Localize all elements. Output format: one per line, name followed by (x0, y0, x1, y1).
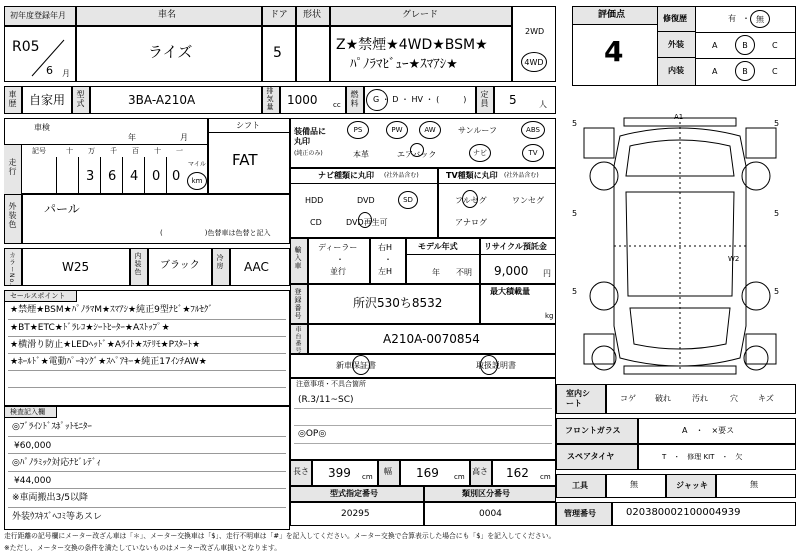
wheel-spare-r (744, 346, 768, 370)
digit-5: 0 (172, 169, 181, 184)
diagram-w2: W2 (728, 255, 740, 263)
shift-label: シフト (236, 121, 260, 130)
car-diagram (564, 96, 796, 384)
length-value: 399 (328, 466, 351, 480)
height-unit: cm (540, 473, 551, 481)
km-label: km (191, 177, 203, 185)
sales-rule-5 (8, 387, 286, 388)
int-a: A (712, 67, 718, 76)
door-count: 5 (273, 45, 282, 61)
ext-b-circle (735, 35, 755, 55)
equipment-label: 装備品に丸印 (294, 127, 326, 147)
digit-h4: 百 (132, 147, 139, 155)
inspector-line-1: ◎ﾌﾞﾗｲﾝﾄﾞｽﾎﾟｯﾄﾓﾆﾀｰ (12, 422, 92, 432)
drive-4wd: 4WD (524, 57, 544, 67)
digit-sep-2 (78, 157, 79, 194)
equip-pw (386, 121, 408, 139)
notes-rule-1 (294, 408, 552, 409)
equip-abs (521, 121, 545, 139)
equipment-sub: (純正のみ) (294, 150, 323, 157)
navi-cd: CD (310, 218, 322, 227)
tv-fullseg-circle (462, 190, 478, 208)
repair-yes: 有 (728, 14, 736, 23)
digit-2: 6 (108, 169, 117, 184)
digit-h0: 記号 (32, 147, 46, 155)
digit-sep-1 (56, 157, 57, 194)
repair-no-circle (750, 10, 770, 28)
score-value: 4 (604, 35, 624, 68)
first-reg-month-unit: 月 (62, 69, 70, 78)
diagram-a1: A1 (674, 113, 684, 121)
equip-pw-label: PW (391, 126, 403, 134)
notes-label: 注意事項・不具合箇所 (296, 380, 366, 388)
ext-c: C (772, 41, 778, 50)
notes-line-2: ◎OP◎ (298, 429, 327, 439)
sales-rule-4 (8, 370, 286, 371)
ext-b: B (742, 40, 748, 50)
width-label: 幅 (384, 467, 392, 476)
width-value: 169 (416, 466, 439, 480)
equip-leather: 本革 (353, 150, 369, 159)
sales-label: セールスポイント (10, 292, 66, 300)
ext-a: A (712, 41, 718, 50)
usage-label: 車歴 (8, 90, 17, 108)
reg-label: 登録番号 (294, 288, 302, 320)
import-label: 輸入車 (294, 246, 302, 270)
tv-analog: アナログ (455, 218, 487, 227)
displacement-unit: cc (333, 101, 341, 109)
digit-h6: 一 (176, 147, 183, 155)
footer-line-1: 走行距離の記号欄にメーター改ざん車は「＊」、メーター交換車は「$」、走行不明車は「#」を記入してください。メーター交換で合算表示した場合にも「$」を記入してください。 (4, 532, 556, 540)
height-label: 高さ (472, 467, 488, 476)
grade-label: グレード (402, 10, 439, 20)
displacement-label: 排気量 (266, 87, 274, 111)
inspector-line-6: 外装ｳｽｷｽﾞﾍｺﾐ等あスレ (12, 512, 103, 522)
spare-value: T ・ 修理 KIT ・ 欠 (662, 453, 743, 461)
equip-airbag: エアバック (397, 150, 437, 159)
drive-4wd-circle (521, 52, 547, 72)
class-no-value: 0004 (479, 509, 502, 519)
model-value: 3BA-A210A (128, 93, 196, 107)
capacity-value: 5 (509, 93, 517, 107)
first-reg-month: 6 (46, 64, 53, 77)
diagram-tag-3: 5 (572, 209, 578, 218)
max-load-kg: kg (545, 312, 554, 320)
equip-sunroof: サンルーフ (458, 126, 497, 135)
inspector-label: 検査記入欄 (10, 408, 45, 416)
grade-cell (330, 26, 512, 82)
manual: 取扱説明書 (476, 361, 516, 370)
int-label: 内装 (668, 66, 684, 75)
grade-line1: Z★禁煙★4WD★BSM★ (336, 37, 488, 53)
model-year-label: モデル年式 (418, 242, 458, 251)
jack-value: 無 (750, 480, 758, 489)
equip-navi-label: ナビ (473, 149, 487, 157)
int-row-line (696, 58, 795, 59)
tv-label: TV種類に丸印 (446, 171, 498, 180)
digit-4: 0 (152, 169, 161, 184)
sheet-label: 室内シート (566, 389, 590, 409)
shift-divider (208, 132, 290, 133)
diagram-tag-5: 5 (572, 287, 578, 296)
exterior-color: パール (44, 202, 80, 216)
chassis-label: 車台番号 (294, 326, 301, 354)
inspector-rule-5 (8, 507, 286, 508)
first-reg-label: 初年度登録年月 (10, 11, 66, 20)
color-no-label: カラーNo. (8, 252, 15, 286)
digit-3: 4 (130, 169, 139, 184)
ac-label: 冷房 (216, 254, 224, 270)
door-label: ドア (270, 10, 288, 20)
tools-value: 無 (630, 480, 638, 489)
sheet-item-5: キズ (758, 394, 774, 403)
first-reg-year: R05 (12, 39, 40, 55)
shift-value: FAT (232, 151, 258, 169)
recycle-yen: 円 (543, 269, 551, 278)
equip-ps-label: PS (353, 126, 363, 134)
shape-cell (296, 26, 330, 82)
digit-sep-4 (122, 157, 123, 194)
ext-label: 外装 (668, 40, 684, 49)
jack-label: ジャッキ (676, 481, 708, 490)
km-circle (187, 172, 207, 190)
sheet-item-3: 汚れ (692, 394, 708, 403)
mileage-label: 走行 (8, 158, 17, 176)
sales-rule-3 (8, 353, 286, 354)
inspector-rule-2 (8, 453, 286, 454)
width-unit: cm (454, 473, 465, 481)
digit-h1: 十 (66, 147, 73, 155)
equip-ps (347, 121, 369, 139)
diagram-tag-2: 5 (774, 119, 780, 128)
inspector-rule-3 (8, 471, 286, 472)
fuel-label: 燃料 (350, 90, 359, 108)
digit-h5: 十 (154, 147, 161, 155)
notes-block (290, 378, 556, 460)
digit-sep-6 (166, 157, 167, 194)
sales-line-1: ★禁煙★BSM★ﾊﾟﾉﾗﾏM★ｽﾏｱｼ★純正9型ﾅﾋﾞ★ﾌﾙｾｸﾞ (10, 305, 213, 315)
inspector-line-2: ¥60,000 (14, 441, 52, 451)
diagram-tag-6: 5 (774, 287, 780, 296)
wheel-spare-l (592, 346, 616, 370)
shaken-month-unit: 月 (180, 133, 188, 142)
equip-tv (522, 144, 544, 162)
import-dealer: ディーラー (318, 243, 358, 252)
navi-dvd-play-circle (358, 212, 372, 228)
glass-value: A ・ ×要ス (682, 426, 735, 435)
footer-line-2: ※ただし、メーター交換の条件を満たしていないものはメーター改ざん車扱いとなります。 (4, 544, 282, 552)
notes-rule-2 (294, 425, 552, 426)
equip-aw-label: AW (424, 126, 436, 134)
inspector-line-4: ¥44,000 (14, 476, 52, 486)
inspector-line-5: ※車両搬出3/5以降 (12, 493, 89, 503)
inspector-rule-1 (8, 436, 286, 437)
model-year-unknown: 不明 (456, 268, 472, 277)
reg-value: 所沢530ち8532 (353, 296, 443, 310)
displacement-value: 1000 (287, 93, 318, 107)
int-b-circle (735, 61, 755, 81)
sales-line-2: ★BT★ETC★ﾄﾞﾗﾚｺ★ｼｰﾄﾋｰﾀｰ★Aｽﾄｯﾌﾟ★ (10, 323, 170, 333)
shaken-year-unit: 年 (128, 133, 136, 142)
tv-oneseg: ワンセグ (512, 196, 544, 205)
repair-no: 無 (756, 14, 764, 24)
tv-sub: (社外品含む) (504, 172, 539, 179)
repair-dot: ・ (742, 14, 750, 23)
warranty-row (290, 354, 556, 378)
tools-label: 工具 (572, 481, 588, 490)
mgmt-label: 管理番号 (564, 509, 596, 518)
car-body-outline (584, 118, 776, 374)
shaken-label: 車検 (34, 123, 50, 132)
drive-2wd: 2WD (525, 27, 545, 36)
inspector-line-3: ◎ﾊﾟﾉﾗﾐｯｸ対応ﾅﾋﾞﾚﾃﾞｨ (12, 458, 101, 468)
tv-fullseg: フルセグ (455, 196, 487, 205)
equip-navi (469, 144, 491, 162)
mgmt-value: 020380002100004939 (626, 507, 741, 518)
digit-h2: 万 (88, 147, 95, 155)
manual-circle (480, 355, 498, 375)
sales-line-3: ★横滑り防止★LEDﾍｯﾄﾞ★Aﾗｲﾄ★ｽﾃﾘﾓ★Pｽﾀｰﾄ★ (10, 340, 201, 350)
type-no-value: 20295 (341, 509, 370, 519)
sales-rule-1 (8, 319, 286, 320)
sales-line-4: ★ﾎｰﾙﾄﾞ★電動ﾊﾟｰｷﾝｸﾞ★ｽﾍﾟｱｷｰ★純正17ｲﾝﾁAW★ (10, 357, 207, 367)
usage-value: 自家用 (29, 93, 66, 107)
capacity-unit: 人 (539, 100, 547, 109)
fuel-options: G ・ D ・ HV ・ ( ) (373, 95, 467, 104)
max-load-label: 最大積載量 (490, 287, 530, 296)
interior-label: 内装色 (134, 252, 142, 276)
int-c: C (772, 67, 778, 76)
import-hand-dot: ・ (384, 255, 392, 264)
shaken-divider (4, 144, 208, 145)
digit-1: 3 (86, 169, 95, 184)
color-no-value: W25 (62, 260, 90, 274)
notes-rule-3 (294, 443, 552, 444)
import-left: 左H (378, 267, 393, 276)
class-no-label: 類別区分番号 (462, 489, 510, 498)
ac-value: AAC (244, 260, 269, 274)
notes-line-1: (R.3/11~SC) (298, 395, 354, 405)
navi-dvd: DVD (357, 196, 375, 205)
recycle-value: 9,000 (494, 264, 529, 278)
exterior-label: 外装色 (8, 202, 17, 229)
grade-line2: ﾊﾟﾉﾗﾏﾋﾞｭｰ★ｽﾏｱｼ★ (350, 57, 458, 72)
diagram-tag-4: 5 (774, 209, 780, 218)
equip-abs-label: ABS (526, 126, 540, 134)
digit-sep-5 (144, 157, 145, 194)
shape-label: 形状 (303, 10, 322, 20)
new-warranty-circle (352, 355, 370, 375)
equip-tv-label: TV (528, 149, 538, 157)
capacity-label: 定員 (480, 90, 489, 108)
car-name: ライズ (148, 43, 193, 61)
interior-value: ブラック (160, 260, 200, 271)
sheet-item-4: 穴 (730, 394, 738, 403)
import-dot: ・ (336, 255, 344, 264)
car-name-label: 車名 (158, 10, 177, 20)
sheet-item-2: 破れ (655, 394, 671, 403)
chassis-value: A210A-0070854 (383, 332, 480, 346)
equip-aw (419, 121, 441, 139)
repair-label: 修復歴 (663, 14, 687, 23)
length-unit: cm (362, 473, 373, 481)
model-year-unit: 年 (432, 268, 440, 277)
spare-label: スペアタイヤ (567, 452, 615, 461)
digit-h3: 千 (110, 147, 117, 155)
score-label: 評価点 (598, 10, 626, 20)
navi-sub: (社外品含む) (384, 172, 419, 179)
int-b: B (742, 66, 748, 76)
equip-airbag-circle (410, 143, 424, 157)
digit-sep-3 (100, 157, 101, 194)
sheet-item-1: コゲ (620, 394, 636, 403)
mile-label: マイル (188, 161, 206, 168)
navi-sd-label: SD (403, 196, 413, 204)
navi-label: ナビ種類に丸印 (318, 171, 374, 180)
inspector-rule-4 (8, 488, 286, 489)
navi-sd (398, 191, 418, 209)
sales-rule-2 (8, 336, 286, 337)
glass-label: フロントガラス (565, 426, 621, 435)
recycle-label: リサイクル預託金 (484, 242, 547, 251)
import-right: 右H (378, 243, 393, 252)
diagram-tag-1: 5 (572, 119, 578, 128)
exterior-note: ( )色替車は色替と記入 (160, 229, 271, 237)
navi-hdd: HDD (305, 196, 324, 205)
length-label: 長さ (293, 467, 309, 476)
ext-row-line (696, 32, 795, 33)
navi-dvd-play: DVD再生可 (346, 218, 388, 227)
new-warranty: 新車保証書 (336, 361, 376, 370)
height-value: 162 (506, 466, 529, 480)
type-no-label: 型式指定番号 (330, 489, 378, 498)
import-parallel: 並行 (330, 267, 346, 276)
model-label: 型式 (76, 90, 85, 108)
